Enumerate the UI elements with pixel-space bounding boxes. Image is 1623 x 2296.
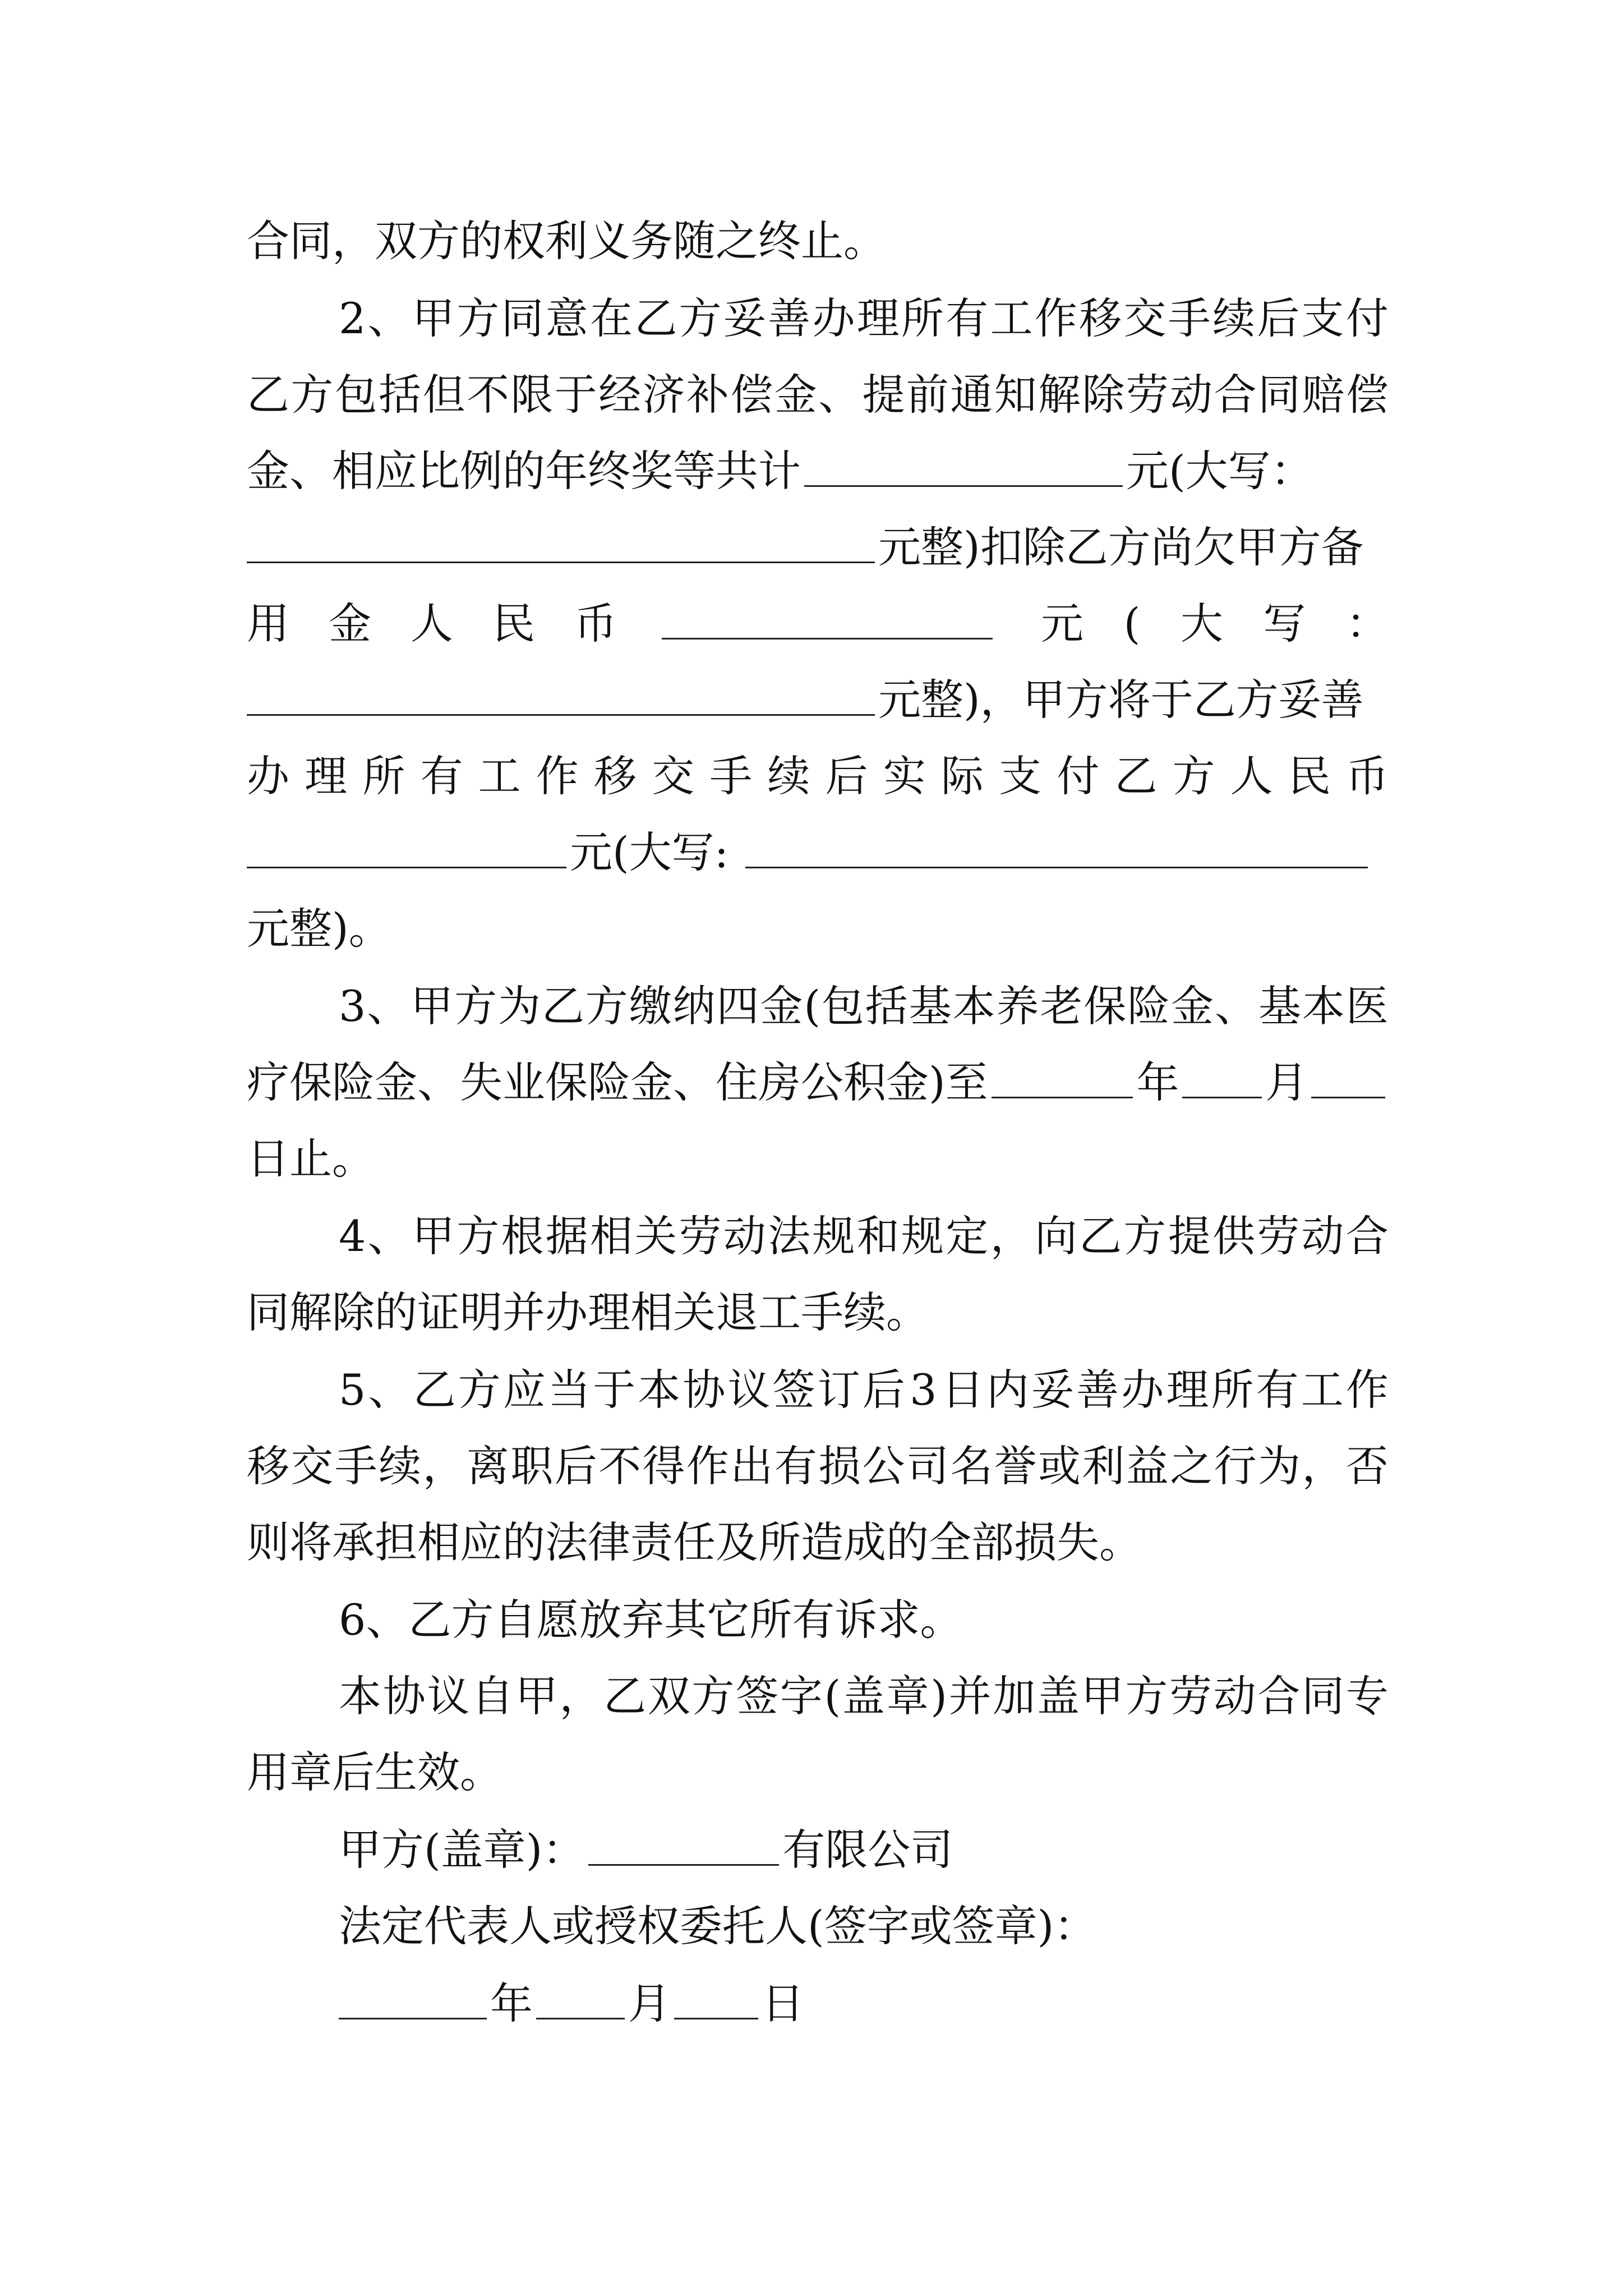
char: 方	[585, 981, 628, 1031]
char: 金	[774, 370, 817, 420]
char: 同	[1257, 370, 1301, 420]
char: 不	[466, 370, 509, 420]
amount-in-words-blank[interactable]	[745, 831, 1368, 868]
char: 四	[716, 981, 759, 1031]
char: 括	[865, 981, 908, 1031]
char: 移	[247, 1441, 289, 1491]
char: 续	[1212, 293, 1255, 343]
char: 经	[598, 370, 642, 420]
char: 章	[886, 1671, 929, 1721]
char: 交	[291, 1441, 334, 1491]
paragraph-text: 合同，双方的权利义务随之终止。	[247, 216, 886, 266]
paragraph-text: 元整)，甲方将于乙方妥善	[878, 675, 1364, 725]
spaced-text	[247, 590, 617, 657]
char: 养	[996, 981, 1039, 1031]
char: 规	[901, 1211, 944, 1261]
char: 偿	[730, 370, 773, 420]
char: 合	[1257, 1671, 1301, 1721]
char: 解	[1038, 370, 1081, 420]
char: 5	[339, 1365, 366, 1415]
char: 同	[1302, 1671, 1345, 1721]
char: 基	[909, 981, 952, 1031]
char: (	[804, 981, 820, 1031]
char: 提	[1168, 1211, 1211, 1261]
year-label: 年	[1136, 1057, 1179, 1107]
char: 当	[547, 1365, 591, 1415]
char: 乙	[634, 293, 677, 343]
char: 方	[691, 1671, 735, 1721]
char: 交	[1123, 293, 1166, 343]
char: 自	[471, 1671, 514, 1721]
effective-line-2	[247, 1739, 1389, 1806]
char: 支	[999, 751, 1042, 801]
clause-3-line-1	[339, 973, 1389, 1040]
clause-2-line-2	[247, 361, 1389, 429]
char: 行	[1214, 1441, 1257, 1491]
char: 括	[379, 370, 422, 420]
char: 劳	[1169, 1671, 1212, 1721]
char: 司	[906, 1441, 949, 1491]
company-name-blank[interactable]	[588, 1828, 779, 1866]
char: 金	[760, 981, 803, 1031]
char: 字	[780, 1671, 823, 1721]
char: ，	[559, 1671, 602, 1721]
char: 偿	[1345, 370, 1389, 420]
day-blank[interactable]	[674, 1982, 758, 2019]
char: 劳	[679, 1211, 722, 1261]
char: 方	[1125, 1671, 1168, 1721]
char: 但	[422, 370, 465, 420]
char: 和	[856, 1211, 900, 1261]
char: 后	[1257, 293, 1300, 343]
char: 甲	[411, 981, 454, 1031]
char: 工	[478, 751, 521, 801]
char: 济	[642, 370, 685, 420]
char: 通	[950, 370, 993, 420]
month-blank[interactable]	[536, 1982, 625, 2019]
char: 后	[554, 1441, 597, 1491]
paragraph-text: 同解除的证明并办理相关退工手续。	[247, 1287, 929, 1337]
char: 乙	[1079, 1211, 1122, 1261]
char: 得	[642, 1441, 685, 1491]
char: 限	[510, 370, 554, 420]
char: 不	[598, 1441, 642, 1491]
paragraph-text: 则将承担相应的法律责任及所造成的全部损失。	[247, 1517, 1142, 1567]
char: 民	[1288, 751, 1331, 801]
clause-3-line-2	[247, 1049, 1389, 1116]
char: 于	[554, 370, 597, 420]
clause-2-line-9	[247, 895, 1389, 963]
effective-line-1	[339, 1663, 1389, 1730]
char: 续	[379, 1441, 422, 1491]
char: 付	[1057, 751, 1100, 801]
char: 关	[634, 1211, 677, 1261]
char: 否	[1345, 1441, 1389, 1491]
text-line	[247, 208, 1389, 275]
char: 名	[950, 1441, 993, 1491]
char: 实	[883, 751, 926, 801]
paragraph-text: 用章后生效。	[247, 1747, 502, 1797]
char: 方	[1172, 751, 1215, 801]
char: 金	[1171, 981, 1214, 1031]
char: 劳	[1257, 1211, 1300, 1261]
month-blank[interactable]	[1182, 1061, 1261, 1098]
char: 3	[910, 1365, 937, 1415]
year-label: 年	[490, 1978, 533, 2028]
char: 老	[1040, 981, 1083, 1031]
char: 根	[501, 1211, 544, 1261]
char: 付	[1345, 293, 1389, 343]
char: 方	[291, 370, 334, 420]
month-label: 月	[1265, 1057, 1308, 1107]
char: 、	[818, 370, 861, 420]
char: 本	[339, 1671, 381, 1721]
clause-2-line-8	[247, 819, 1389, 886]
char: 之	[1170, 1441, 1213, 1491]
char: 甲	[412, 293, 455, 343]
char: 誉	[994, 1441, 1037, 1491]
char: 、	[367, 1211, 411, 1261]
char: 4	[339, 1211, 366, 1261]
clause-2-line-6	[247, 666, 1389, 734]
char: 劳	[1126, 370, 1169, 420]
paragraph-text: 元整)扣除乙方尚欠甲方备	[878, 522, 1364, 572]
char: 2	[339, 293, 366, 343]
char: )	[930, 1671, 947, 1721]
day-label: 日	[762, 1978, 804, 2028]
char: 所	[1211, 1365, 1254, 1415]
char: 职	[510, 1441, 554, 1491]
char: 同	[501, 293, 544, 343]
char: 大	[1180, 599, 1223, 648]
char: 善	[768, 293, 811, 343]
char: 工	[990, 293, 1033, 343]
char: 定	[946, 1211, 989, 1261]
char: 3	[339, 981, 366, 1031]
char: 前	[906, 370, 949, 420]
char: 方	[457, 1211, 500, 1261]
char: ，	[422, 1441, 465, 1491]
char: 纳	[672, 981, 716, 1031]
char: 乙	[541, 981, 584, 1031]
char: 为	[1257, 1441, 1301, 1491]
char: 手	[334, 1441, 377, 1491]
clause-5-line-2	[247, 1433, 1389, 1500]
char: 、	[367, 981, 410, 1031]
amount-in-words-blank[interactable]	[247, 678, 875, 716]
char: (	[824, 1671, 841, 1721]
party-a-label: 甲方(盖章)：	[339, 1825, 585, 1875]
char: 基	[1258, 981, 1301, 1031]
char: 保	[1083, 981, 1127, 1031]
char: 并	[948, 1671, 992, 1721]
char: 日	[941, 1365, 984, 1415]
char: 作	[686, 1441, 729, 1491]
char: 益	[1126, 1441, 1169, 1491]
char: 动	[723, 1211, 766, 1261]
char: 法	[768, 1211, 811, 1261]
char: 加	[993, 1671, 1036, 1721]
paragraph-text: 日止。	[247, 1134, 375, 1184]
amount-blank-payment[interactable]	[247, 831, 566, 868]
paragraph-text: 元整)。	[247, 904, 391, 954]
char: 内	[986, 1365, 1029, 1415]
char: 乙	[247, 370, 289, 420]
char: 工	[1301, 1365, 1344, 1415]
char: 供	[1212, 1211, 1255, 1261]
char: 手	[1168, 293, 1211, 343]
clause-6-line-1	[339, 1586, 1389, 1654]
amount-blank-advance[interactable]	[662, 602, 993, 639]
char: 包	[334, 370, 377, 420]
char: 金	[329, 599, 371, 648]
char: (	[1123, 599, 1141, 648]
clause-2-line-4	[247, 514, 1389, 581]
paragraph-text: 元(大写:	[570, 827, 729, 877]
char: ，	[990, 1211, 1033, 1261]
char: 支	[1301, 293, 1344, 343]
char: 理	[856, 293, 900, 343]
char: 后	[862, 1365, 905, 1415]
char: 补	[686, 370, 729, 420]
char: 出	[730, 1441, 773, 1491]
representative-label: 法定代表人或授权委托人(签字或签章)：	[339, 1901, 1097, 1951]
char: 专	[1345, 1671, 1389, 1721]
char: 本	[1302, 981, 1345, 1031]
char: 移	[1079, 293, 1122, 343]
char: 、	[367, 293, 411, 343]
char: 理	[1166, 1365, 1209, 1415]
clause-2-line-5	[247, 590, 1389, 657]
month-label: 月	[628, 1978, 671, 2028]
char: 、	[368, 1365, 411, 1415]
char: 移	[593, 751, 637, 801]
char: 妥	[723, 293, 766, 343]
char: 际	[940, 751, 984, 801]
char: 甲	[515, 1671, 558, 1721]
char: 交	[652, 751, 695, 801]
char: 协	[683, 1365, 726, 1415]
char: ：	[1345, 599, 1389, 648]
char: 方	[458, 1365, 501, 1415]
char: 医	[1345, 981, 1389, 1031]
day-blank[interactable]	[1311, 1061, 1385, 1098]
char: 提	[862, 370, 905, 420]
char: 知	[994, 370, 1037, 420]
char: 所	[901, 293, 944, 343]
year-blank[interactable]	[992, 1061, 1133, 1098]
char: 币	[1345, 751, 1389, 801]
clause-3-line-3	[247, 1125, 1389, 1193]
char: 赔	[1302, 370, 1345, 420]
char: 双	[647, 1671, 690, 1721]
char: 有	[774, 1441, 817, 1491]
char: 写	[1263, 599, 1306, 648]
char: 除	[1082, 370, 1125, 420]
clause-2-line-1	[339, 285, 1389, 352]
char: 意	[545, 293, 588, 343]
char: 相	[590, 1211, 633, 1261]
year-blank[interactable]	[339, 1982, 487, 2019]
char: 动	[1213, 1671, 1256, 1721]
char: 甲	[412, 1211, 455, 1261]
char: 作	[1034, 293, 1077, 343]
char: 方	[457, 293, 500, 343]
char: 用	[247, 599, 289, 648]
paragraph-text: 元(大写：	[1126, 446, 1313, 496]
char: 办	[1121, 1365, 1164, 1415]
char: 离	[466, 1441, 509, 1491]
char: 所	[362, 751, 405, 801]
char: 应	[502, 1365, 546, 1415]
char: 办	[812, 293, 855, 343]
char: 签	[736, 1671, 779, 1721]
char: 有	[1256, 1365, 1299, 1415]
char: 续	[767, 751, 810, 801]
char: 为	[497, 981, 541, 1031]
char: 乙	[413, 1365, 456, 1415]
party-a-seal-line	[339, 1816, 1389, 1884]
char: 协	[382, 1671, 426, 1721]
char: 甲	[1081, 1671, 1124, 1721]
char: 理	[305, 751, 348, 801]
amount-in-words-blank[interactable]	[247, 526, 875, 563]
char: 规	[812, 1211, 855, 1261]
char: 利	[1082, 1441, 1125, 1491]
char: 盖	[1037, 1671, 1080, 1721]
char: 签	[772, 1365, 815, 1415]
char: 有	[420, 751, 463, 801]
char: 盖	[842, 1671, 885, 1721]
char: 后	[825, 751, 868, 801]
paragraph-text: 金、相应比例的年终奖等共计	[247, 446, 801, 496]
char: 议	[427, 1671, 470, 1721]
char: 民	[492, 599, 535, 648]
char: 作	[1345, 1365, 1389, 1415]
char: 订	[817, 1365, 860, 1415]
char: 手	[709, 751, 753, 801]
char: 公	[862, 1441, 905, 1491]
company-suffix: 有限公司	[782, 1825, 953, 1875]
char: 元	[1041, 599, 1083, 648]
char: 动	[1170, 370, 1213, 420]
char: 方	[679, 293, 722, 343]
char: 向	[1034, 1211, 1077, 1261]
char: 包	[821, 981, 864, 1031]
clause-2-line-3	[247, 438, 1389, 505]
representative-line	[339, 1893, 1389, 1960]
char: 妥	[1031, 1365, 1074, 1415]
signature-date-line	[339, 1970, 1389, 2037]
clause-4-line-2	[247, 1279, 1389, 1346]
char: 动	[1301, 1211, 1344, 1261]
char: 险	[1127, 981, 1170, 1031]
amount-blank-total[interactable]	[804, 449, 1123, 487]
char: 办	[247, 751, 289, 801]
char: 合	[1214, 370, 1257, 420]
char: 损	[818, 1441, 861, 1491]
char: 缴	[629, 981, 672, 1031]
char: 善	[1076, 1365, 1119, 1415]
char: 币	[574, 599, 617, 648]
char: 乙	[603, 1671, 647, 1721]
char: 人	[1230, 751, 1273, 801]
char: 于	[593, 1365, 636, 1415]
char: 方	[454, 981, 497, 1031]
char: 在	[590, 293, 633, 343]
char: 方	[1123, 1211, 1166, 1261]
char: 作	[536, 751, 579, 801]
char: 合	[1345, 1211, 1389, 1261]
char: 或	[1038, 1441, 1081, 1491]
char: 有	[946, 293, 989, 343]
char: 据	[545, 1211, 588, 1261]
clause-4-line-1	[339, 1203, 1389, 1270]
clause-5-line-1	[339, 1356, 1389, 1424]
char: 人	[411, 599, 453, 648]
clause-5-line-3	[247, 1509, 1389, 1576]
char: 本	[638, 1365, 681, 1415]
char: ，	[1302, 1441, 1345, 1491]
char: 本	[952, 981, 995, 1031]
clause-2-line-7	[247, 743, 1389, 810]
spaced-text	[1041, 590, 1389, 657]
char: 乙	[1114, 751, 1158, 801]
char: 、	[1215, 981, 1258, 1031]
char: 议	[727, 1365, 771, 1415]
paragraph-text: 疗保险金、失业保险金、住房公积金)至	[247, 1057, 988, 1107]
paragraph-text: 6、乙方自愿放弃其它所有诉求。	[339, 1595, 963, 1645]
